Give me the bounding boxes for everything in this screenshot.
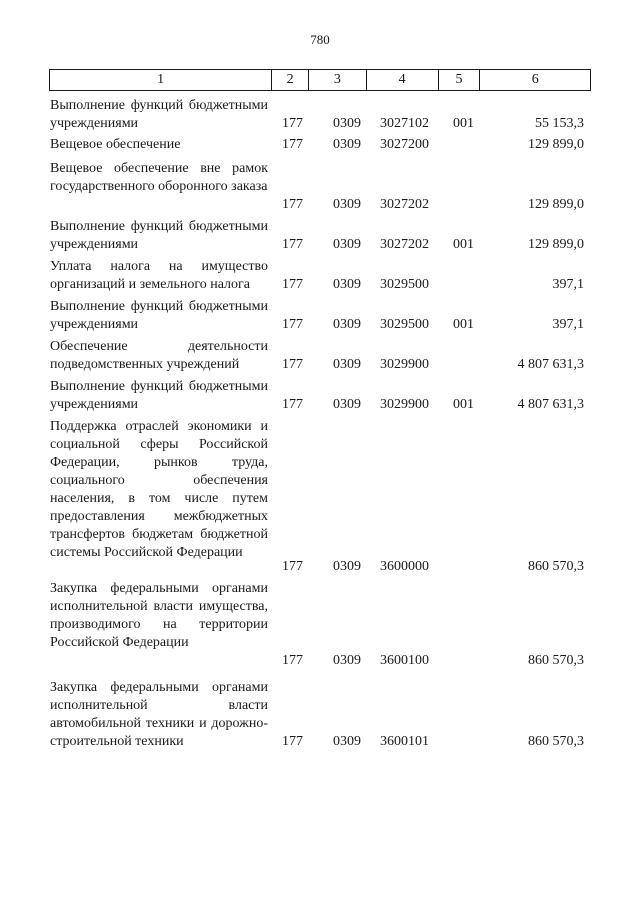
row-col-5: 001: [453, 397, 474, 412]
row-col-6: 397,1: [552, 317, 584, 332]
row-col-2: 177: [282, 197, 303, 212]
row-name: Закупка федеральными органами исполнительной власти автомобильной техники и дорожно-строительной техники: [50, 680, 268, 749]
header-col-1: 1: [157, 72, 165, 87]
row-name: Выполнение функций бюджетными учреждениями: [50, 98, 268, 131]
table-header: [49, 69, 591, 91]
row-name: Выполнение функций бюджетными учреждениями: [50, 299, 268, 332]
row-col-4: 3029900: [380, 357, 429, 372]
row-col-6: 860 570,3: [528, 653, 584, 668]
header-col-2: 2: [271, 70, 308, 90]
header-col-3: 3: [308, 70, 366, 90]
row-col-4: 3027200: [380, 137, 429, 152]
row-name: Выполнение функций бюджетными учреждениями: [50, 219, 268, 252]
row-col-4: 3027202: [380, 237, 429, 252]
row-col-2: 177: [282, 137, 303, 152]
row-col-3: 0309: [333, 397, 361, 412]
row-name: Обеспечение деятельности подведомственных учреждений: [50, 339, 268, 372]
row-col-3: 0309: [333, 317, 361, 332]
row-col-2: 177: [282, 237, 303, 252]
row-col-2: 177: [282, 653, 303, 668]
row-col-2: 177: [282, 277, 303, 292]
row-col-4: 3029500: [380, 317, 429, 332]
row-col-3: 0309: [333, 357, 361, 372]
row-col-2: 177: [282, 357, 303, 372]
row-col-6: 55 153,3: [535, 116, 584, 131]
page-number: 780: [310, 32, 330, 47]
row-col-2: 177: [282, 116, 303, 131]
row-name: Закупка федеральными органами исполнительной власти имущества, производимого на территории Российской Федерации: [50, 581, 268, 650]
row-col-4: 3027202: [380, 197, 429, 212]
row-col-4: 3029500: [380, 277, 429, 292]
row-col-3: 0309: [333, 237, 361, 252]
row-col-2: 177: [282, 397, 303, 412]
row-col-4: 3029900: [380, 397, 429, 412]
row-col-4: 3027102: [380, 116, 429, 131]
row-col-2: 177: [282, 317, 303, 332]
row-col-3: 0309: [333, 116, 361, 131]
row-col-2: 177: [282, 559, 303, 574]
row-col-6: 860 570,3: [528, 734, 584, 749]
row-col-6: 129 899,0: [528, 197, 584, 212]
row-col-3: 0309: [333, 277, 361, 292]
row-col-3: 0309: [333, 653, 361, 668]
row-col-3: 0309: [333, 559, 361, 574]
row-col-5: 001: [453, 317, 474, 332]
header-col-5: 5: [438, 70, 480, 90]
row-col-3: 0309: [333, 137, 361, 152]
header-col-6: 6: [479, 70, 590, 90]
row-col-4: 3600101: [380, 734, 429, 749]
row-name: Поддержка отраслей экономики и социальной сферы Российской Федерации, рынков труда, социального обеспечения населения, в том числе путем предоставления межбюджетных трансфертов бюджетам бюджетной системы Российской Федерации: [50, 419, 268, 560]
row-col-6: 129 899,0: [528, 237, 584, 252]
row-name: Уплата налога на имущество организаций и земельного налога: [50, 259, 268, 292]
row-col-5: 001: [453, 237, 474, 252]
row-col-3: 0309: [333, 197, 361, 212]
row-col-4: 3600000: [380, 559, 429, 574]
row-col-6: 397,1: [552, 277, 584, 292]
row-col-3: 0309: [333, 734, 361, 749]
row-col-6: 129 899,0: [528, 137, 584, 152]
row-name: Вещевое обеспечение вне рамок государственного оборонного заказа: [50, 161, 268, 194]
row-col-2: 177: [282, 734, 303, 749]
row-col-6: 860 570,3: [528, 559, 584, 574]
row-name: Вещевое обеспечение: [50, 137, 181, 152]
row-col-6: 4 807 631,3: [517, 357, 584, 372]
row-col-5: 001: [453, 116, 474, 131]
header-col-4: 4: [366, 70, 438, 90]
row-col-6: 4 807 631,3: [517, 397, 584, 412]
row-col-4: 3600100: [380, 653, 429, 668]
row-name: Выполнение функций бюджетными учреждениями: [50, 379, 268, 412]
